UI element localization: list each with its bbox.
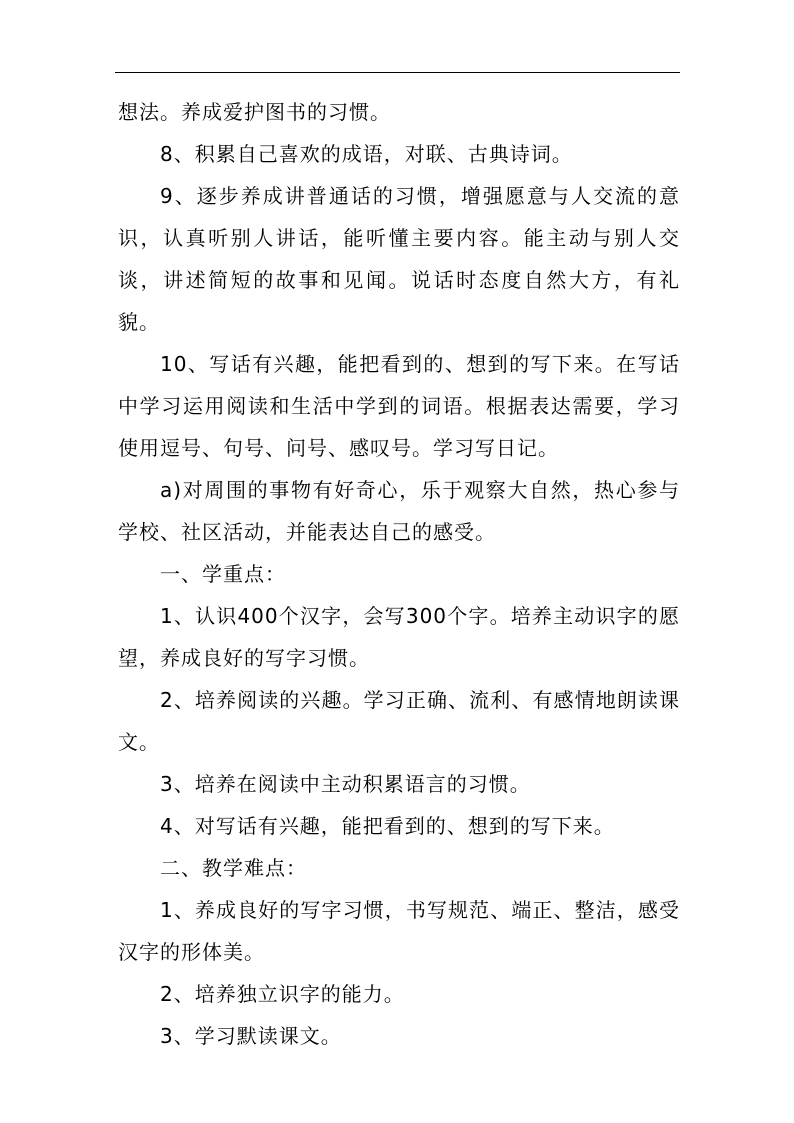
paragraph: 2、培养独立识字的能力。 <box>160 982 405 1006</box>
paragraph: 9、逐步养成讲普通话的习惯，增强愿意与人交流的意识，认真听别人讲话，能听懂主要内容。能主动与别人交谈，讲述简短的故事和见闻。说话时态度自然大方，有礼貌。 <box>118 184 680 334</box>
paragraph: 4、对写话有兴趣，能把看到的、想到的写下来。 <box>160 814 615 838</box>
paragraph: 8、积累自己喜欢的成语，对联、古典诗词。 <box>160 142 573 166</box>
header-rule <box>115 72 680 73</box>
document-body <box>118 91 680 1057</box>
paragraph: 1、养成良好的写字习惯，书写规范、端正、整洁，感受汉字的形体美。 <box>118 898 680 964</box>
paragraph: 2、培养阅读的兴趣。学习正确、流利、有感情地朗读课文。 <box>118 688 680 754</box>
paragraph: 1、认识400个汉字，会写300个字。培养主动识字的愿望，养成良好的写字习惯。 <box>118 604 680 670</box>
paragraph: 10、写话有兴趣，能把看到的、想到的写下来。在写话中学习运用阅读和生活中学到的词语。根据表达需要，学习使用逗号、句号、问号、感叹号。学习写日记。 <box>118 352 680 460</box>
section-heading: 二、教学难点： <box>160 856 307 880</box>
paragraph: 想法。养成爱护图书的习惯。 <box>118 100 391 124</box>
paragraph: 3、学习默读课文。 <box>160 1024 342 1048</box>
section-heading: 一、学重点： <box>160 562 286 586</box>
paragraph: 3、培养在阅读中主动积累语言的习惯。 <box>160 772 531 796</box>
paragraph: a)对周围的事物有好奇心，乐于观察大自然，热心参与学校、社区活动，并能表达自己的感受。 <box>118 478 680 544</box>
